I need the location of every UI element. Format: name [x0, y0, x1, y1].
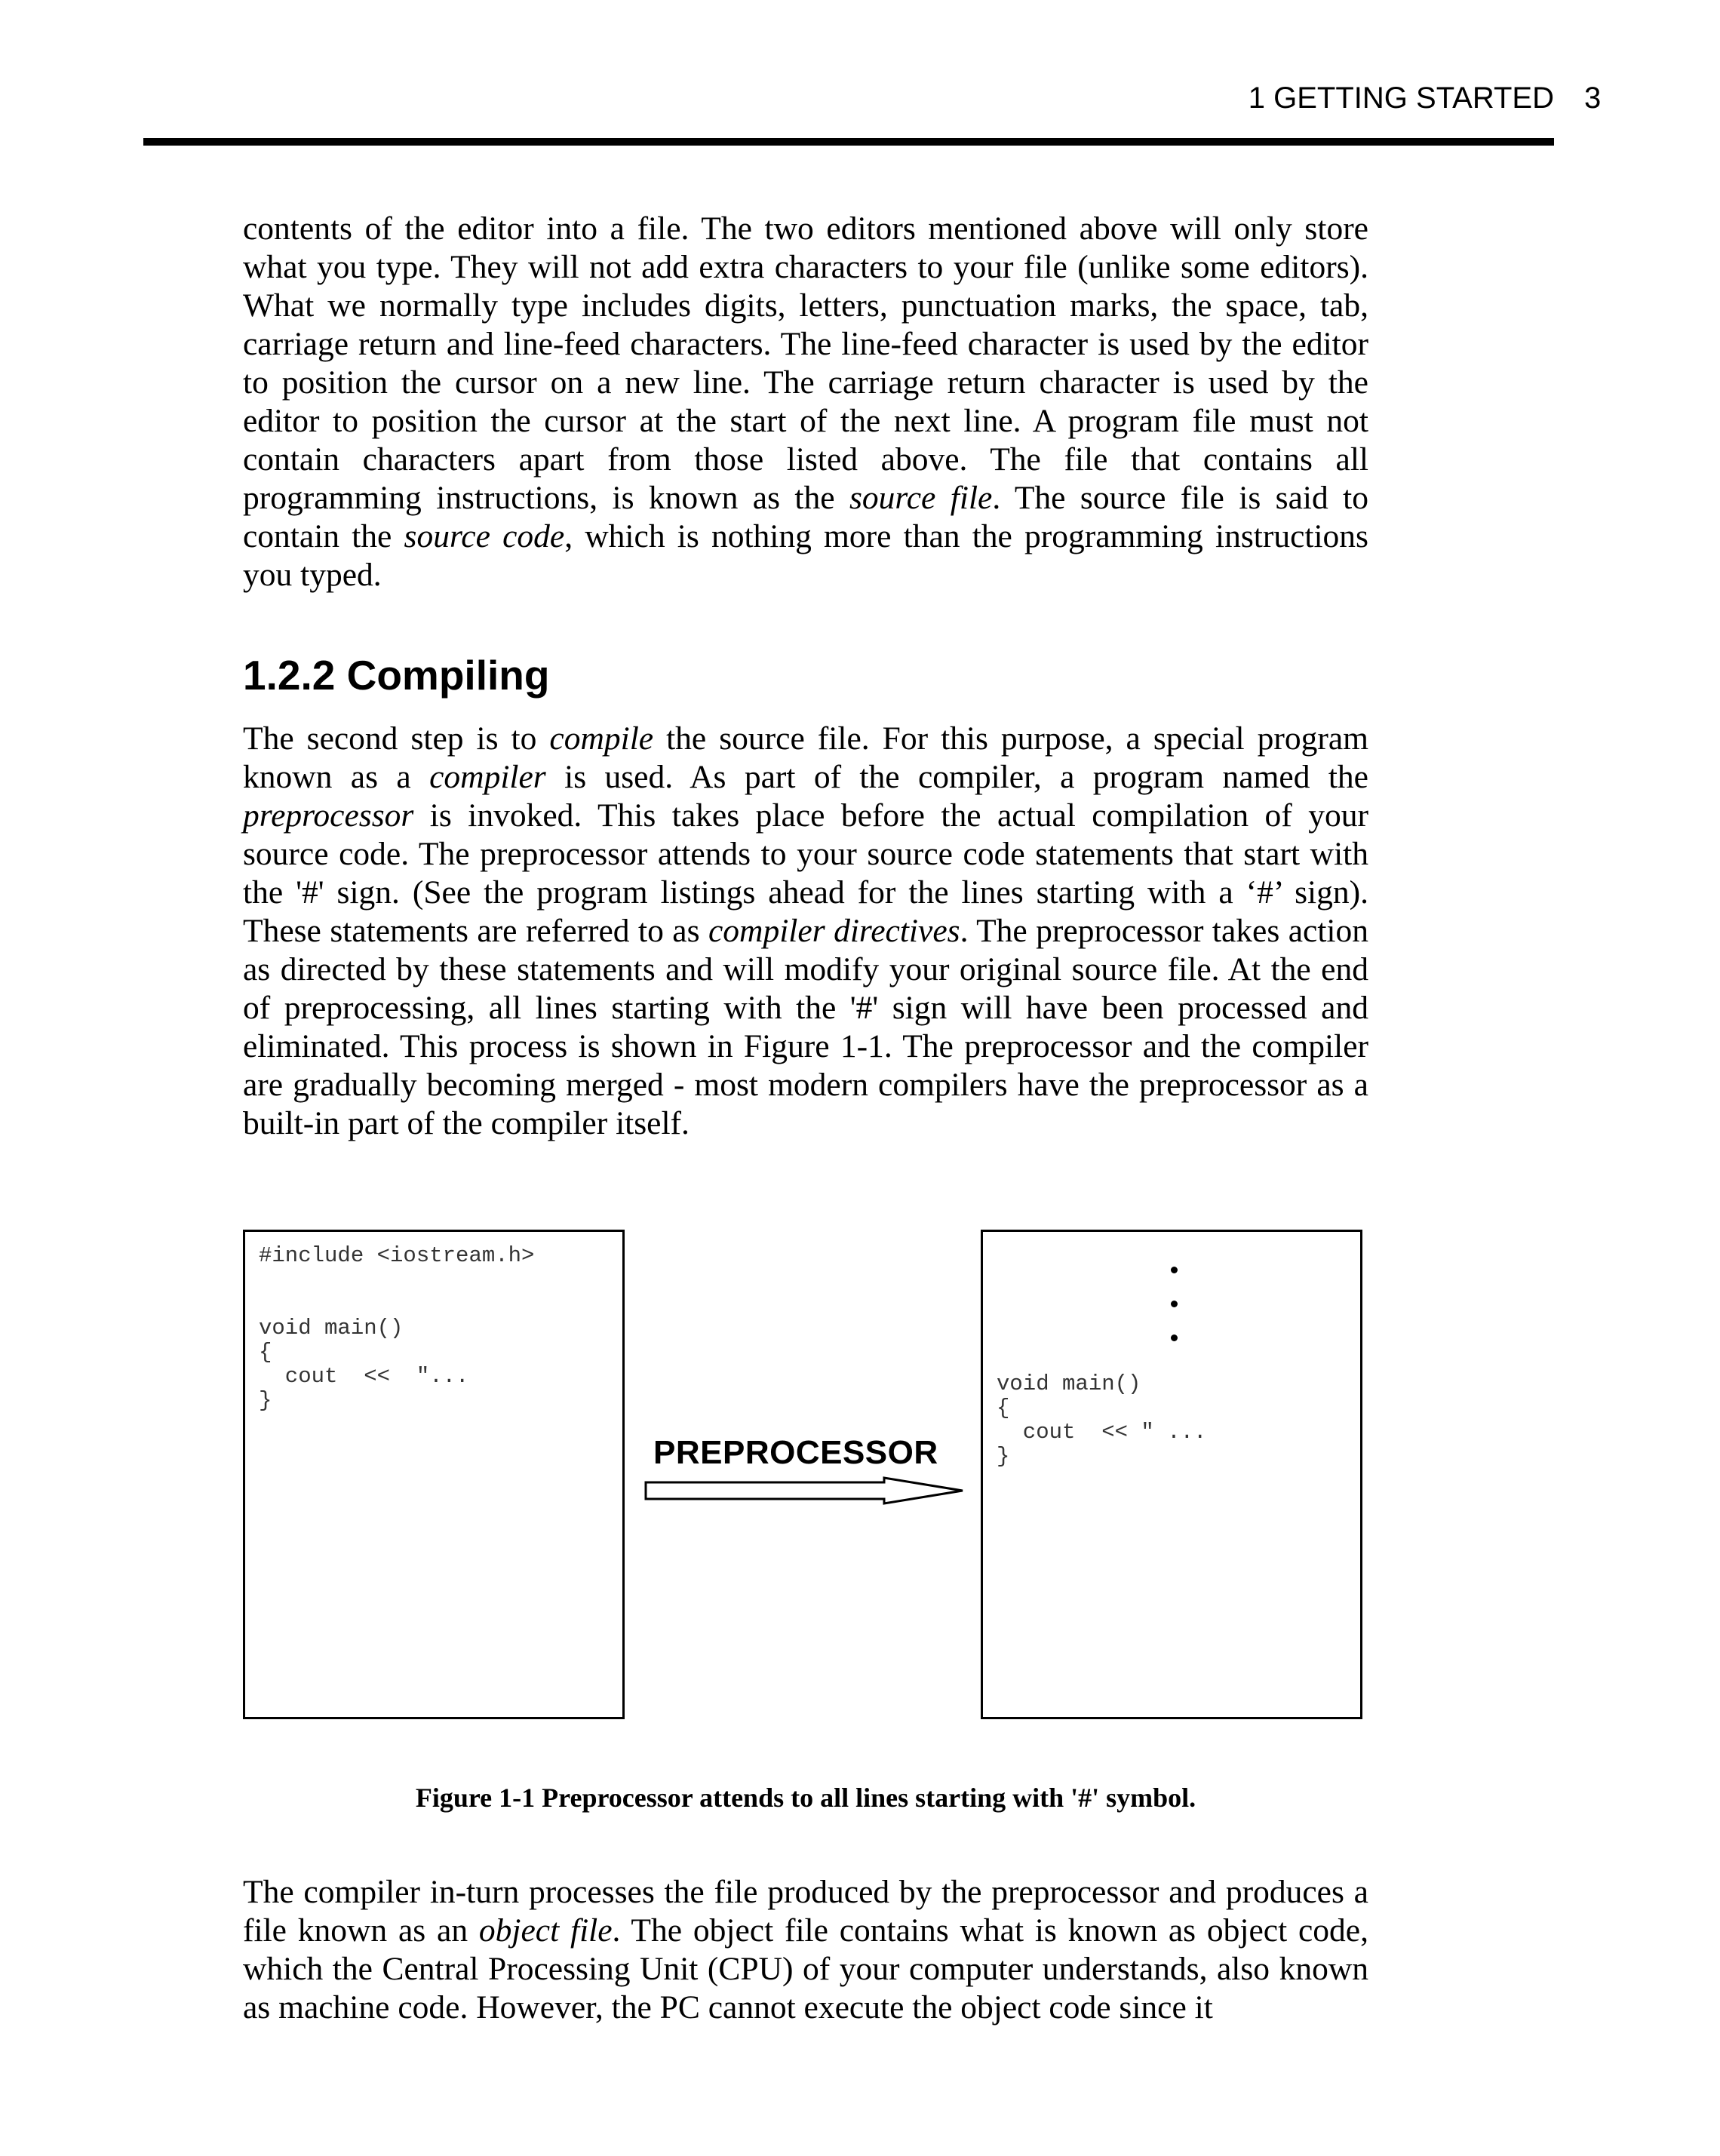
code-include-line: #include <iostream.h>: [259, 1243, 535, 1268]
source-code-box: [243, 1230, 625, 1719]
preprocessed-code-box: [981, 1230, 1362, 1719]
code-close-brace: }: [259, 1388, 272, 1413]
ellipsis-dot: [1171, 1267, 1178, 1273]
text-run: contents of the editor into a file. The two editors mentioned above will only store what you type. They will not add extra characters to your file (unlike some editors). What we normally type includes digits, letters, punctuation marks, the space, tab, carriage return and line-feed characters. The line-feed character is used by the editor to position the cursor on a new line. The carriage return character is used by the editor to position the cursor at the start of the next line. A program file must not contain characters apart from those listed above. The file that contains all programming instructions, is known as the: [243, 210, 1368, 516]
code-main-line: void main(): [997, 1371, 1141, 1396]
paragraph-compiling: [243, 720, 1368, 1143]
text-run: . The object file contains what is known as object code, which the Central Processing Unit (CPU) of your computer understands, also known as machine code. However, the PC cannot execute the object code since it: [243, 1912, 1368, 2025]
code-open-brace: {: [259, 1340, 272, 1365]
header-rule: [143, 138, 1554, 146]
text-run: is used. As part of the compiler, a program named the: [545, 759, 1368, 795]
ellipsis-dot: [1171, 1301, 1178, 1307]
code-close-brace: }: [997, 1444, 1010, 1469]
paragraph-source-file: [243, 210, 1368, 594]
emphasis-compiler-directives: compiler directives: [708, 913, 960, 949]
code-cout-line: cout << "...: [259, 1364, 469, 1389]
emphasis-source-file: source file: [849, 480, 993, 516]
emphasis-preprocessor: preprocessor: [243, 797, 414, 834]
paragraph-object-file: [243, 1873, 1368, 2027]
text-run: . The preprocessor takes action as directed by these statements and will modify your original source file. At the end of preprocessing, all lines starting with the '#' sign will have been processed and eliminated. This process is shown in Figure 1-1. The preprocessor and the compiler are gradually becoming merged - most modern compilers have the preprocessor as a built-in part of the compiler itself.: [243, 913, 1368, 1141]
ellipsis-dot: [1171, 1334, 1178, 1341]
text-run: is invoked. This takes place before the actual compilation of your source code. The preprocessor attends to your source code statements that start with the '#' sign. (See the program listings ahead for the lines starting with a ‘#’ sign). These statements are referred to as: [243, 797, 1368, 949]
text-run: the source file. For this purpose, a special program known as a: [243, 720, 1368, 795]
emphasis-compile: compile: [549, 720, 654, 757]
running-title: 1 GETTING STARTED: [1248, 81, 1554, 115]
text-run: . The source file is said to contain the: [243, 480, 1369, 554]
emphasis-compiler: compiler: [429, 759, 546, 795]
emphasis-object-file: object file: [478, 1912, 613, 1949]
text-run: The compiler in-turn processes the file produced by the preprocessor and produces a file known as an: [243, 1874, 1368, 1949]
figure-caption: Figure 1-1 Preprocessor attends to all lines starting with '#' symbol.: [415, 1783, 1196, 1813]
emphasis-source-code: source code: [404, 518, 565, 554]
code-open-brace: {: [997, 1396, 1010, 1420]
right-arrow-icon: [643, 1475, 967, 1506]
page-number: 3: [1584, 81, 1602, 115]
code-main-line: void main(): [259, 1316, 404, 1341]
code-cout-line: cout << " ...: [997, 1420, 1207, 1445]
section-heading: 1.2.2 Compiling: [243, 652, 550, 699]
preprocessor-label: PREPROCESSOR: [653, 1434, 938, 1471]
text-run: The second step is to: [243, 720, 550, 757]
text-run: , which is nothing more than the programming instructions you typed.: [243, 518, 1368, 593]
